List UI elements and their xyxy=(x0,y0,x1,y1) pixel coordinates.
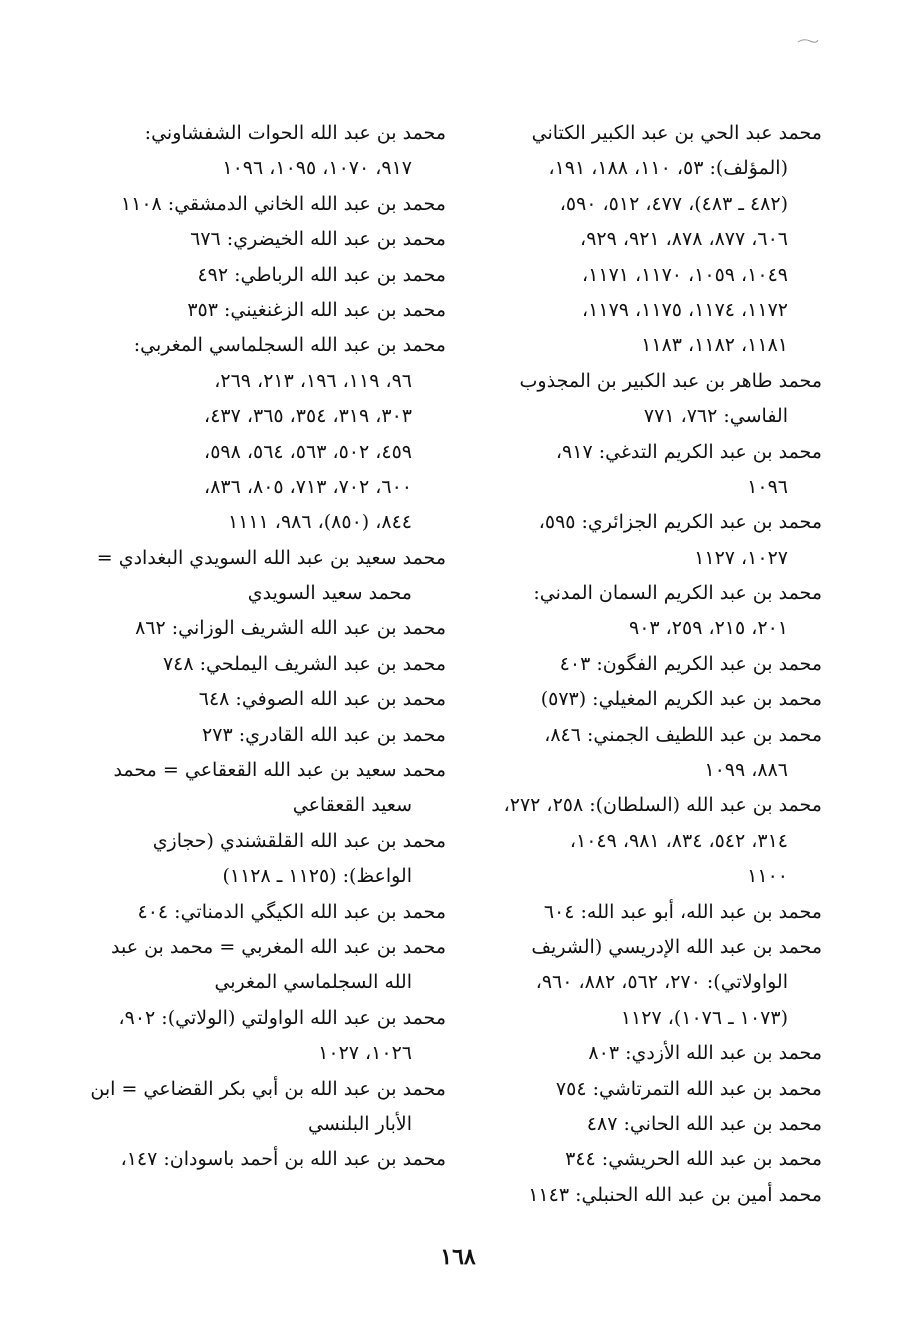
entry-continuation-line: ٣٠٣، ٣١٩، ٣٥٤، ٣٦٥، ٤٣٧، xyxy=(204,405,412,428)
index-entry xyxy=(82,718,446,753)
index-entry xyxy=(462,576,822,647)
entry-heading-line: محمد بن عبد الله، أبو عبد الله: ٦٠٤ xyxy=(543,900,822,923)
entry-continuation-line: ١٠٤٩، ١٠٥٩، ١١٧٠، ١١٧١، xyxy=(582,263,788,286)
page-number: ١٦٨ xyxy=(440,1244,476,1270)
entry-heading-line: محمد بن عبد الله الكيگي الدمناتي: ٤٠٤ xyxy=(137,900,446,923)
index-entry xyxy=(82,328,446,540)
entry-heading-line: محمد بن عبد الله الشريف الوزاني: ٨٦٢ xyxy=(135,617,446,640)
index-entry xyxy=(462,895,822,930)
entry-heading-line: محمد بن عبد الله الزغنغيني: ٣٥٣ xyxy=(187,298,446,321)
entry-continuation-line: الواولاتي): ٢٧٠، ٥٦٢، ٨٨٢، ٩٦٠، xyxy=(535,971,788,994)
entry-heading-line: محمد بن عبد الكريم الفگون: ٤٠٣ xyxy=(559,652,822,675)
index-entry xyxy=(462,116,822,364)
entry-heading-line: محمد بن عبد الشريف اليملحي: ٧٤٨ xyxy=(162,652,446,675)
entry-heading-line: محمد بن عبد الله الحريشي: ٣٤٤ xyxy=(565,1148,822,1171)
entry-heading-line: محمد بن عبد الكريم المغيلي: (٥٧٣) xyxy=(540,688,822,711)
index-entry xyxy=(462,718,822,789)
entry-heading-line: محمد بن عبد الكريم التدغي: ٩١٧، xyxy=(555,440,822,463)
index-entry xyxy=(82,611,446,646)
index-entry xyxy=(82,222,446,257)
entry-heading-line: محمد بن عبد الله الخاني الدمشقي: ١١٠٨ xyxy=(120,192,446,215)
entry-heading-line: محمد عبد الحي بن عبد الكبير الكتاني xyxy=(531,122,822,144)
entry-continuation-line: ٨٨٦، ١٠٩٩ xyxy=(704,759,788,782)
index-entry xyxy=(82,293,446,328)
index-entry xyxy=(82,258,446,293)
entry-continuation-line: ٢٠١، ٢١٥، ٢٥٩، ٩٠٣ xyxy=(628,617,788,640)
index-entry xyxy=(82,1001,446,1072)
entry-heading-line: محمد بن عبد الكريم السمان المدني: xyxy=(533,582,822,605)
index-entry xyxy=(462,930,822,1036)
index-entry xyxy=(82,895,446,930)
index-column-right xyxy=(462,116,822,1213)
entry-heading-line: محمد أمين بن عبد الله الحنبلي: ١١٤٣ xyxy=(528,1183,822,1206)
entry-heading-line: محمد بن عبد الله القلقشندي (حجازي xyxy=(152,829,446,852)
entry-heading-line: محمد بن عبد اللطيف الجمني: ٨٤٦، xyxy=(544,723,822,746)
entry-heading-line: محمد بن عبد الله الإدريسي (الشريف xyxy=(531,935,822,958)
entry-continuation-line: ١٠٢٧، ١١٢٧ xyxy=(694,546,788,569)
index-entry xyxy=(462,682,822,717)
index-entry xyxy=(462,1142,822,1177)
index-entry xyxy=(462,647,822,682)
entry-continuation-line: ٩١٧، ١٠٧٠، ١٠٩٥، ١٠٩٦ xyxy=(222,157,412,180)
entry-heading-line: محمد بن عبد الله الأزدي: ٨٠٣ xyxy=(588,1042,822,1065)
entry-heading-line: محمد بن عبد الكريم الجزائري: ٥٩٥، xyxy=(538,511,822,534)
entry-continuation-line: ٩٦، ١١٩، ١٩٦، ٢١٣، ٢٦٩، xyxy=(214,369,412,392)
entry-continuation-line: الله السجلماسي المغربي xyxy=(214,971,412,994)
entry-continuation-line: ١١٨١، ١١٨٢، ١١٨٣ xyxy=(641,334,788,357)
index-entry xyxy=(462,1107,822,1142)
index-entry xyxy=(82,930,446,1001)
entry-heading-line: محمد بن عبد الله (السلطان): ٢٥٨، ٢٧٢، xyxy=(503,794,822,817)
entry-heading-line: محمد بن عبد الله التمرتاشي: ٧٥٤ xyxy=(555,1077,822,1100)
index-entry xyxy=(82,1142,446,1177)
entry-continuation-line: الفاسي: ٧٦٢، ٧٧١ xyxy=(643,405,788,428)
index-entry xyxy=(82,682,446,717)
entry-heading-line: محمد بن عبد الله الحاني: ٤٨٧ xyxy=(586,1112,822,1135)
entry-continuation-line: ٤٥٩، ٥٠٢، ٥٦٣، ٥٦٤، ٥٩٨، xyxy=(204,440,412,463)
scan-mark-icon xyxy=(796,36,820,46)
index-entry xyxy=(82,1072,446,1143)
index-entry xyxy=(82,647,446,682)
index-entry xyxy=(462,1072,822,1107)
entry-continuation-line: ١١٠٠ xyxy=(747,865,788,888)
entry-continuation-line: ١١٧٢، ١١٧٤، ١١٧٥، ١١٧٩، xyxy=(582,298,788,321)
index-column-left xyxy=(82,116,446,1178)
entry-heading-line: محمد بن عبد الله بن أحمد باسودان: ١٤٧، xyxy=(120,1148,446,1171)
index-entry xyxy=(462,435,822,506)
entry-heading-line: محمد بن عبد الله الخيضري: ٦٧٦ xyxy=(190,228,446,251)
index-entry xyxy=(462,505,822,576)
entry-continuation-line: (المؤلف): ٥٣، ١١٠، ١٨٨، ١٩١، xyxy=(548,157,788,180)
index-entry xyxy=(82,541,446,612)
entry-continuation-line: سعيد القعقاعي xyxy=(292,794,412,817)
entry-continuation-line: (٤٨٢ ـ ٤٨٣)، ٤٧٧، ٥١٢، ٥٩٠، xyxy=(559,192,788,215)
entry-heading-line: محمد بن عبد الله الرباطي: ٤٩٢ xyxy=(197,263,446,286)
entry-heading-line: محمد طاهر بن عبد الكبير بن المجذوب xyxy=(519,369,822,392)
entry-continuation-line: ٨٤٤، (٨٥٠)، ٩٨٦، ١١١١ xyxy=(227,511,412,534)
entry-continuation-line: ١٠٢٦، ١٠٢٧ xyxy=(318,1042,412,1065)
entry-heading-line: محمد بن عبد الله الحوات الشفشاوني: xyxy=(144,122,446,144)
entry-continuation-line: ٣١٤، ٥٤٢، ٨٣٤، ٩٨١، ١٠٤٩، xyxy=(569,829,788,852)
entry-heading-line: محمد سعيد بن عبد الله القعقاعي = محمد xyxy=(113,759,446,782)
index-entry xyxy=(82,753,446,824)
entry-continuation-line: ٦٠٦، ٨٧٧، ٨٧٨، ٩٢١، ٩٢٩، xyxy=(580,228,788,251)
index-entry xyxy=(82,116,446,187)
entry-continuation-line: محمد سعيد السويدي xyxy=(247,582,412,605)
index-entry xyxy=(462,788,822,894)
entry-heading-line: محمد بن عبد الله بن أبي بكر القضاعي = ابن xyxy=(90,1077,446,1100)
entry-heading-line: محمد بن عبد الله الصوفي: ٦٤٨ xyxy=(198,688,446,711)
entry-continuation-line: الواعظ): (١١٢٥ ـ ١١٢٨) xyxy=(222,865,412,888)
entry-heading-line: محمد بن عبد الله السجلماسي المغربي: xyxy=(133,334,446,357)
entry-continuation-line: ١٠٩٦ xyxy=(747,475,788,498)
entry-continuation-line: الأبار البلنسي xyxy=(307,1112,412,1135)
entry-continuation-line: ٦٠٠، ٧٠٢، ٧١٣، ٨٠٥، ٨٣٦، xyxy=(204,475,412,498)
entry-continuation-line: (١٠٧٣ ـ ١٠٧٦)، ١١٢٧ xyxy=(620,1006,788,1029)
entry-heading-line: محمد سعيد بن عبد الله السويدي البغدادي = xyxy=(96,546,446,569)
index-entry xyxy=(462,364,822,435)
index-entry xyxy=(462,1178,822,1213)
index-entry xyxy=(82,187,446,222)
index-entry xyxy=(82,824,446,895)
entry-heading-line: محمد بن عبد الله الواولتي (الولاتي): ٩٠٢، xyxy=(118,1006,446,1029)
entry-heading-line: محمد بن عبد الله القادري: ٢٧٣ xyxy=(202,723,446,746)
index-entry xyxy=(462,1036,822,1071)
entry-heading-line: محمد بن عبد الله المغربي = محمد بن عبد xyxy=(111,935,446,958)
